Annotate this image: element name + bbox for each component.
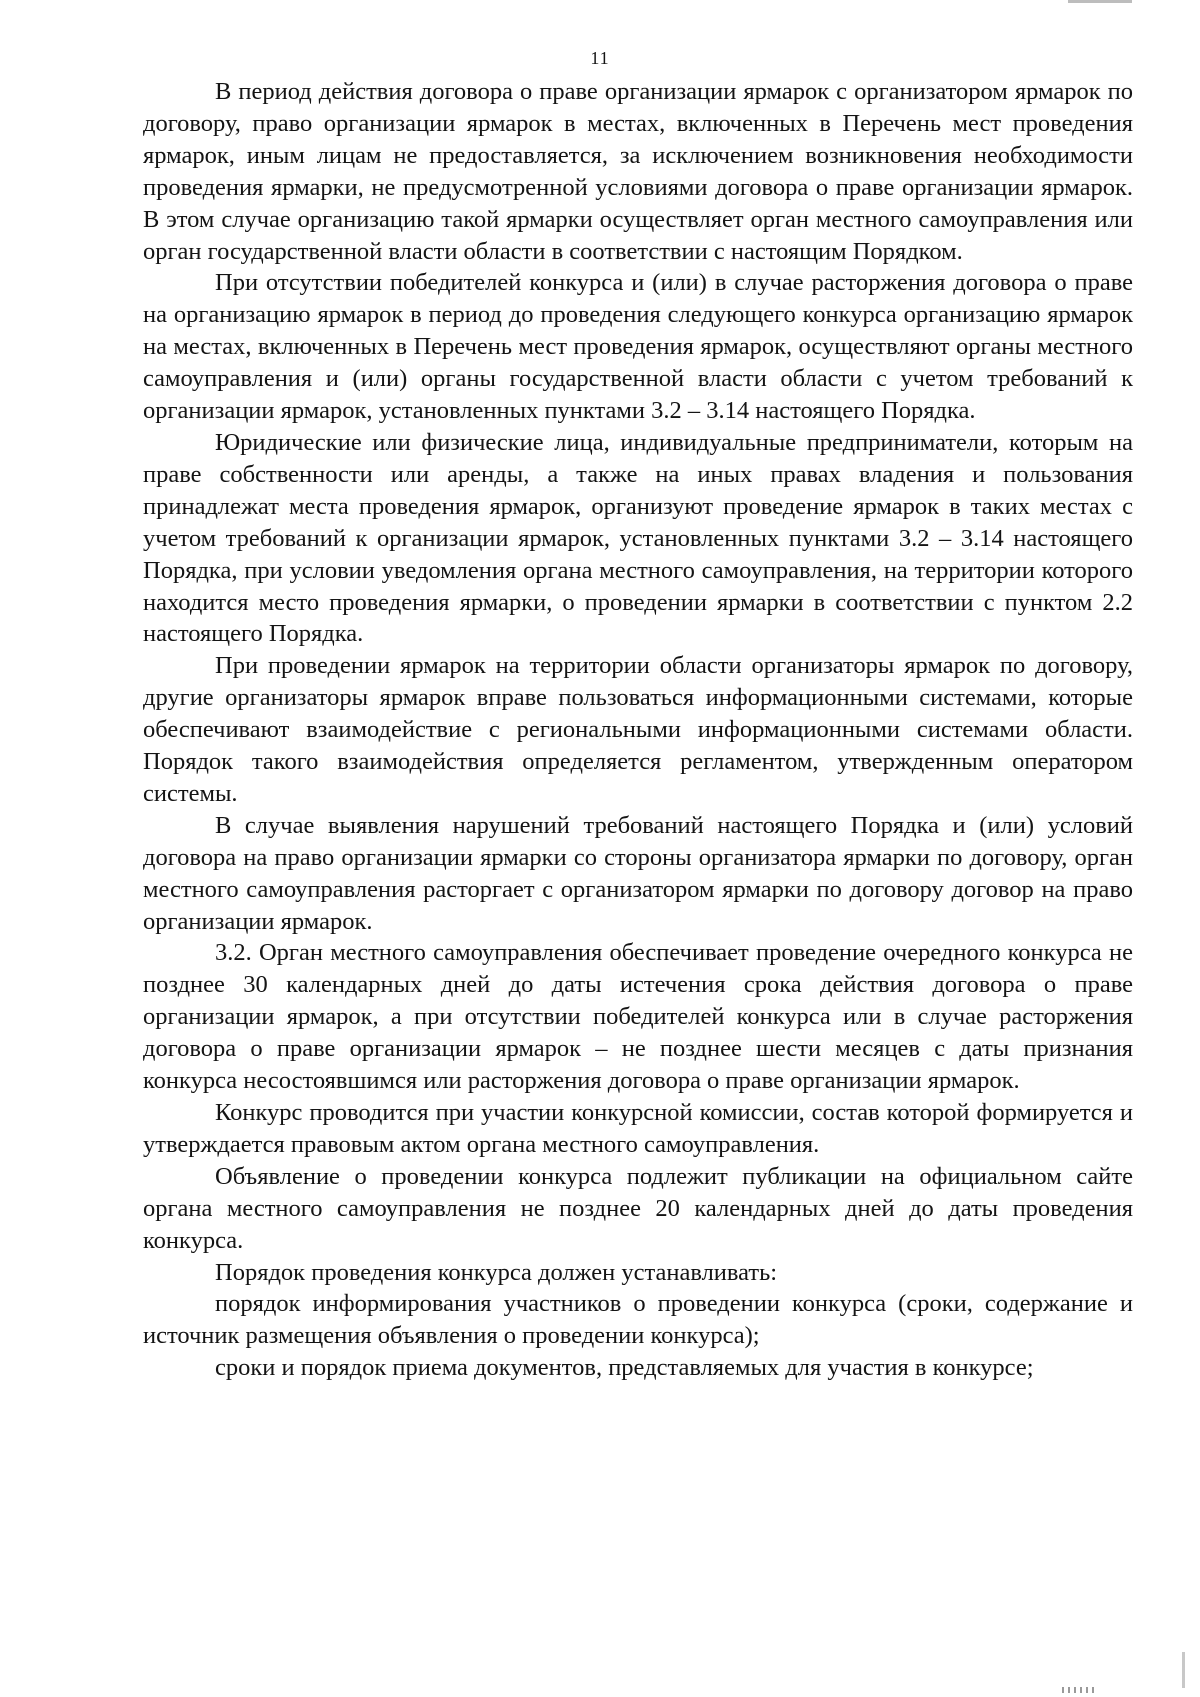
paragraph-competition-commission: Конкурс проводится при участии конкурсной комиссии, состав которой формируется и утверждается правовым актом органа местного самоуправления. [143,1099,1133,1158]
scan-edge-mark [1068,0,1132,3]
page-number: 11 [590,48,610,68]
paragraph-procedure-informing: порядок информирования участников о проведении конкурса (сроки, содержание и источник размещения объявления о проведении конкурса); [143,1290,1133,1350]
paragraph-procedure-intro: Порядок проведения конкурса должен устанавливать: [215,1258,778,1286]
paragraph-information-systems: При проведении ярмарок на территории области организаторы ярмарок по договору, другие организаторы ярмарок вправе пользоваться информационными системами, которые обеспечивают взаимодействие с региональными информационными системами области. Порядок такого взаимодействия определяется регламентом, утвержденным оператором системы. [143,652,1133,807]
paragraph-no-winners: При отсутствии победителей конкурса и (или) в случае расторжения договора о праве на организацию ярмарок в период до проведения следующего конкурса организацию ярмарок на местах, включенных в Перечень мест проведения ярмарок, осуществляют органы местного самоуправления и (или) органы государственной власти области с учетом требований к организации ярмарок, установленных пунктами 3.2 – 3.14 настоящего Порядка. [143,269,1133,425]
scan-edge-mark [1062,1687,1096,1693]
paragraph-violations: В случае выявления нарушений требований настоящего Порядка и (или) условий договора на право организации ярмарки со стороны организатора ярмарки по договору, орган местного самоуправления расторгает с организатором ярмарки по договору договор на право организации ярмарок. [143,811,1133,935]
paragraph-private-owners: Юридические или физические лица, индивидуальные предприниматели, которым на праве собственности или аренды, а также на иных правах владения и пользования принадлежат места проведения ярмарок, организуют проведение ярмарок в таких местах с учетом требований к организации ярмарок, установленных пунктами 3.2 – 3.14 настоящего Порядка, при условии уведомления органа местного самоуправления, на территории которого находится место проведения ярмарки, о проведении ярмарки в соответствии с пунктом 2.2 настоящего Порядка. [143,428,1133,648]
paragraph-fair-rights-exclusivity: В период действия договора о праве организации ярмарок с организатором ярмарок по договору, право организации ярмарок в местах, включенных в Перечень мест проведения ярмарок, иным лицам не предоставляется, за исключением возникновения необходимости проведения ярмарки, не предусмотренной условиями договора о праве организации ярмарок. В этом случае организацию такой ярмарки осуществляет орган местного самоуправления или орган государственной власти области в соответствии с настоящим Порядком. [143,78,1133,265]
paragraph-announcement: Объявление о проведении конкурса подлежит публикации на официальном сайте органа местного самоуправления не позднее 20 календарных дней до даты проведения конкурса. [143,1162,1133,1254]
scan-edge-mark [1182,1652,1185,1688]
paragraph-section-3-2: 3.2. Орган местного самоуправления обеспечивает проведение очередного конкурса не позднее 30 календарных дней до даты истечения срока действия договора о праве организации ярмарок, а при отсутствии победителей конкурса или в случае расторжения договора о праве организации ярмарок – не позднее шести месяцев с даты признания конкурса несостоявшимся или расторжения договора о праве организации ярмарок. [143,939,1133,1095]
document-body [143,76,1133,1384]
paragraph-procedure-documents: сроки и порядок приема документов, представляемых для участия в конкурсе; [215,1354,1034,1382]
